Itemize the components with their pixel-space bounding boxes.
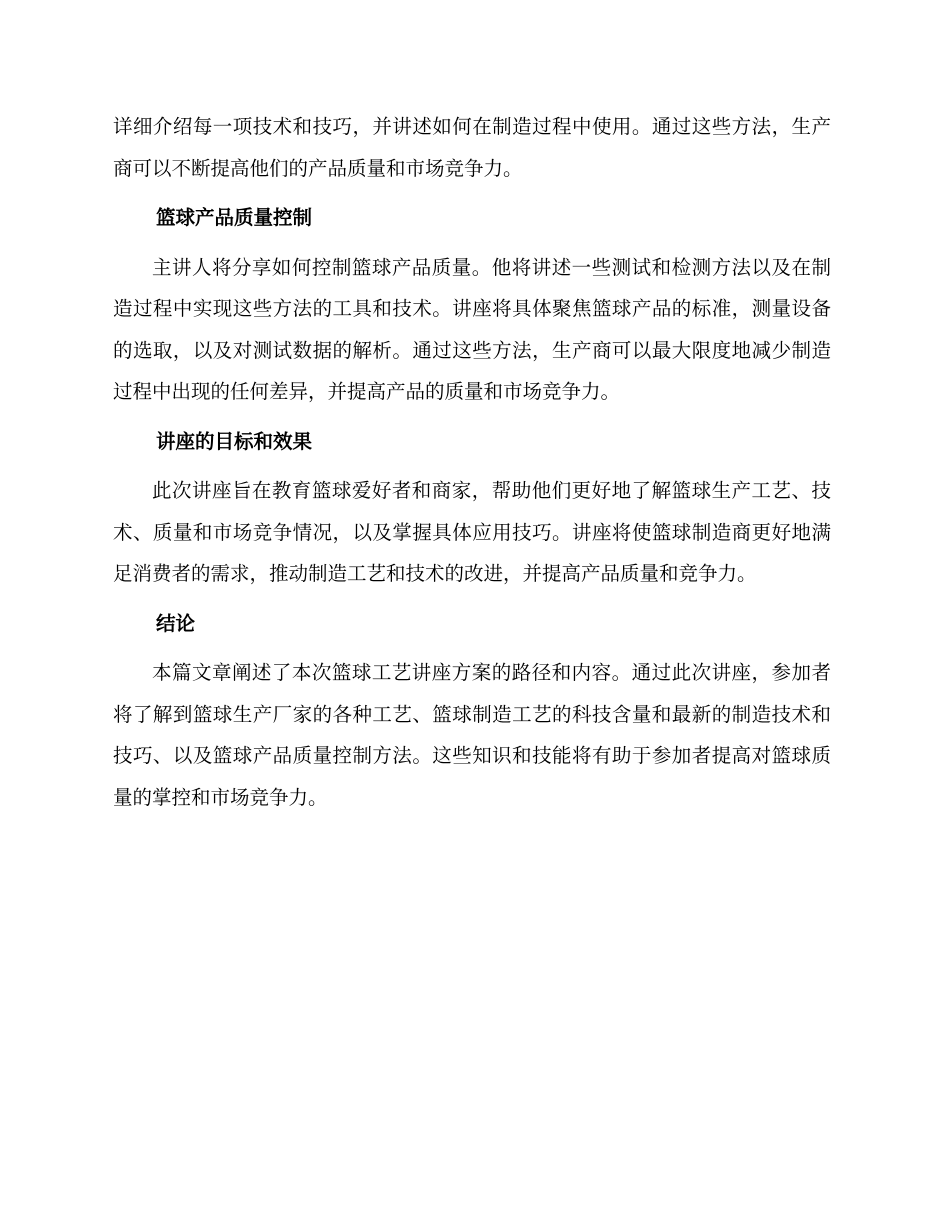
document-page: [113, 106, 831, 818]
section-heading-quality-control: 篮球产品质量控制: [156, 206, 313, 229]
section-heading-goals: 讲座的目标和效果: [156, 429, 313, 453]
section-body-quality-control: 主讲人将分享如何控制篮球产品质量。他将讲述一些测试和检测方法以及在制造过程中实现这些方法的工具和技术。讲座将具体聚焦篮球产品的标准，测量设备的选取，以及对测试数据的解析。通过这些方法，生产商可以最大限度地减少制造过程中出现的任何差异，并提高产品的质量和市场竞争力。: [113, 255, 831, 403]
section-heading-conclusion: 结论: [156, 611, 196, 635]
intro-paragraph: 详细介绍每一项技术和技巧，并讲述如何在制造过程中使用。通过这些方法，生产商可以不断提高他们的产品质量和市场竞争力。: [113, 115, 831, 180]
section-body-conclusion: 本篇文章阐述了本次篮球工艺讲座方案的路径和内容。通过此次讲座，参加者将了解到篮球生产厂家的各种工艺、篮球制造工艺的科技含量和最新的制造技术和技巧、以及篮球产品质量控制方法。这些知识和技能将有助于参加者提高对篮球质量的掌控和市场竞争力。: [113, 661, 831, 809]
section-body-goals: 此次讲座旨在教育篮球爱好者和商家，帮助他们更好地了解篮球生产工艺、技术、质量和市场竞争情况，以及掌握具体应用技巧。讲座将使篮球制造商更好地满足消费者的需求，推动制造工艺和技术的改进，并提高产品质量和竞争力。: [113, 479, 831, 585]
